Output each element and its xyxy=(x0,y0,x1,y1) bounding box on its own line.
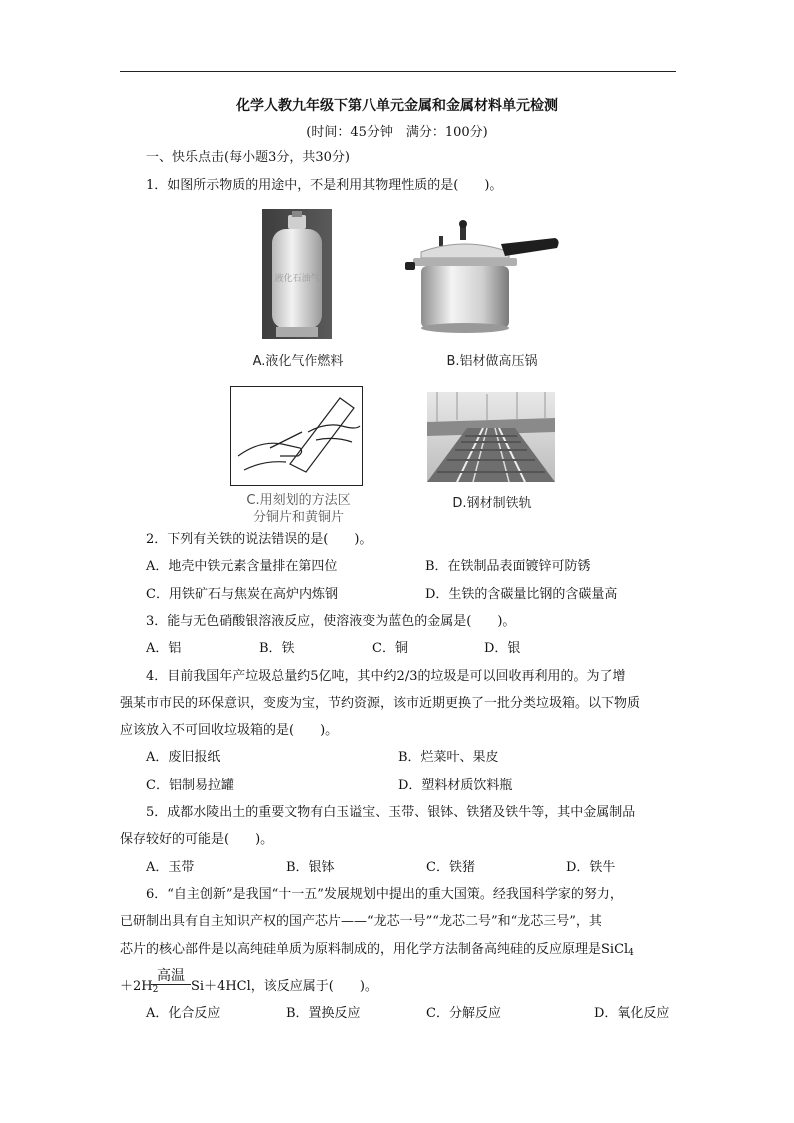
q5-option-a: A．玉带 xyxy=(146,860,195,875)
q5-option-d: D．铁牛 xyxy=(566,860,616,875)
caption-c-line1: C.用刻划的方法区 xyxy=(246,493,351,508)
reaction-condition: 高温 xyxy=(151,968,191,985)
q4-line3: 应该放入不可回收垃圾箱的是( )。 xyxy=(120,723,339,738)
page-subtitle: (时间：45分钟 满分：100分) xyxy=(306,125,488,140)
page-title: 化学人教九年级下第八单元金属和金属材料单元检测 xyxy=(236,98,558,114)
q6-option-b: B．置换反应 xyxy=(286,1006,361,1021)
q6-option-c: C．分解反应 xyxy=(426,1006,501,1021)
caption-b: B.铝材做高压锅 xyxy=(446,354,538,369)
q4-option-d: D．塑料材质饮料瓶 xyxy=(398,778,513,793)
q5-option-c: C．铁猪 xyxy=(426,860,475,875)
q2-option-a: A．地壳中铁元素含量排在第四位 xyxy=(146,559,338,574)
q6-eq-lead-subscript: 2 xyxy=(152,985,159,995)
caption-c xyxy=(226,492,371,526)
caption-c-line2: 分铜片和黄铜片 xyxy=(252,510,344,525)
gas-cylinder-image xyxy=(262,209,332,339)
q5-option-b: B．银钵 xyxy=(286,860,335,875)
header-rule xyxy=(120,71,676,72)
section-heading: 一、快乐点击(每小题3分，共30分) xyxy=(146,150,350,165)
q4-line2: 强某市市民的环保意识，变废为宝，节约资源，该市近期更换了一批分类垃圾箱。以下物质 xyxy=(120,696,641,711)
cylinder-label: 液化石油气 xyxy=(274,274,320,284)
q2-option-b: B．在铁制品表面镀锌可防锈 xyxy=(425,559,591,574)
q6-equation-lead xyxy=(120,977,158,1000)
q4-line1: 4．目前我国年产垃圾总量约5亿吨，其中约2/3的垃圾是可以回收再利用的。为了增 xyxy=(146,669,626,684)
q4-option-b: B．烂菜叶、果皮 xyxy=(398,750,499,765)
q2-option-c: C．用铁矿石与焦炭在高炉内炼钢 xyxy=(146,587,338,602)
q6-line3-text: 芯片的核心部件是以高纯硅单质为原料制成的，用化学方法制备高纯硅的反应原理是SiCl xyxy=(120,942,629,957)
q6-line3-subscript: 4 xyxy=(628,948,634,958)
q6-line2: 已研制出具有自主知识产权的国产芯片——“龙芯一号”“龙芯二号”和“龙芯三号”，其 xyxy=(120,914,602,929)
q6-eq-lead-text: ＋2H xyxy=(120,979,153,994)
q3-option-c: C．铜 xyxy=(372,641,408,656)
q1-stem: 1．如图所示物质的用途中，不是利用其物理性质的是( )。 xyxy=(146,178,503,193)
scratch-test-image xyxy=(230,386,363,486)
q2-option-d: D．生铁的含碳量比钢的含碳量高 xyxy=(425,587,618,602)
pressure-cooker-image xyxy=(405,212,563,334)
q6-equation-tail: Si＋4HCl，该反应属于( )。 xyxy=(191,979,378,994)
railway-image xyxy=(427,392,555,482)
q3-option-b: B．铁 xyxy=(259,641,295,656)
q5-line2: 保存较好的可能是( )。 xyxy=(120,832,274,847)
q3-option-d: D．银 xyxy=(484,641,521,656)
caption-d: D.钢材制铁轨 xyxy=(452,496,532,511)
q2-stem: 2．下列有关铁的说法错误的是( )。 xyxy=(146,532,373,547)
q4-option-c: C．铝制易拉罐 xyxy=(146,778,234,793)
q6-option-d: D．氧化反应 xyxy=(594,1006,670,1021)
q6-line3 xyxy=(120,940,634,963)
caption-a: A.液化气作燃料 xyxy=(252,354,344,369)
q3-option-a: A．铝 xyxy=(146,641,182,656)
q5-line1: 5．成都水陵出土的重要文物有白玉谥宝、玉带、银钵、铁猪及铁牛等，其中金属制品 xyxy=(146,805,636,820)
q4-option-a: A．废旧报纸 xyxy=(146,750,221,765)
q3-stem: 3．能与无色硝酸银溶液反应，使溶液变为蓝色的金属是( )。 xyxy=(146,614,516,629)
q6-option-a: A．化合反应 xyxy=(146,1006,221,1021)
q6-line1: 6．“自主创新”是我国“十一五”发展规划中提出的重大国策。经我国科学家的努力， xyxy=(146,887,623,902)
